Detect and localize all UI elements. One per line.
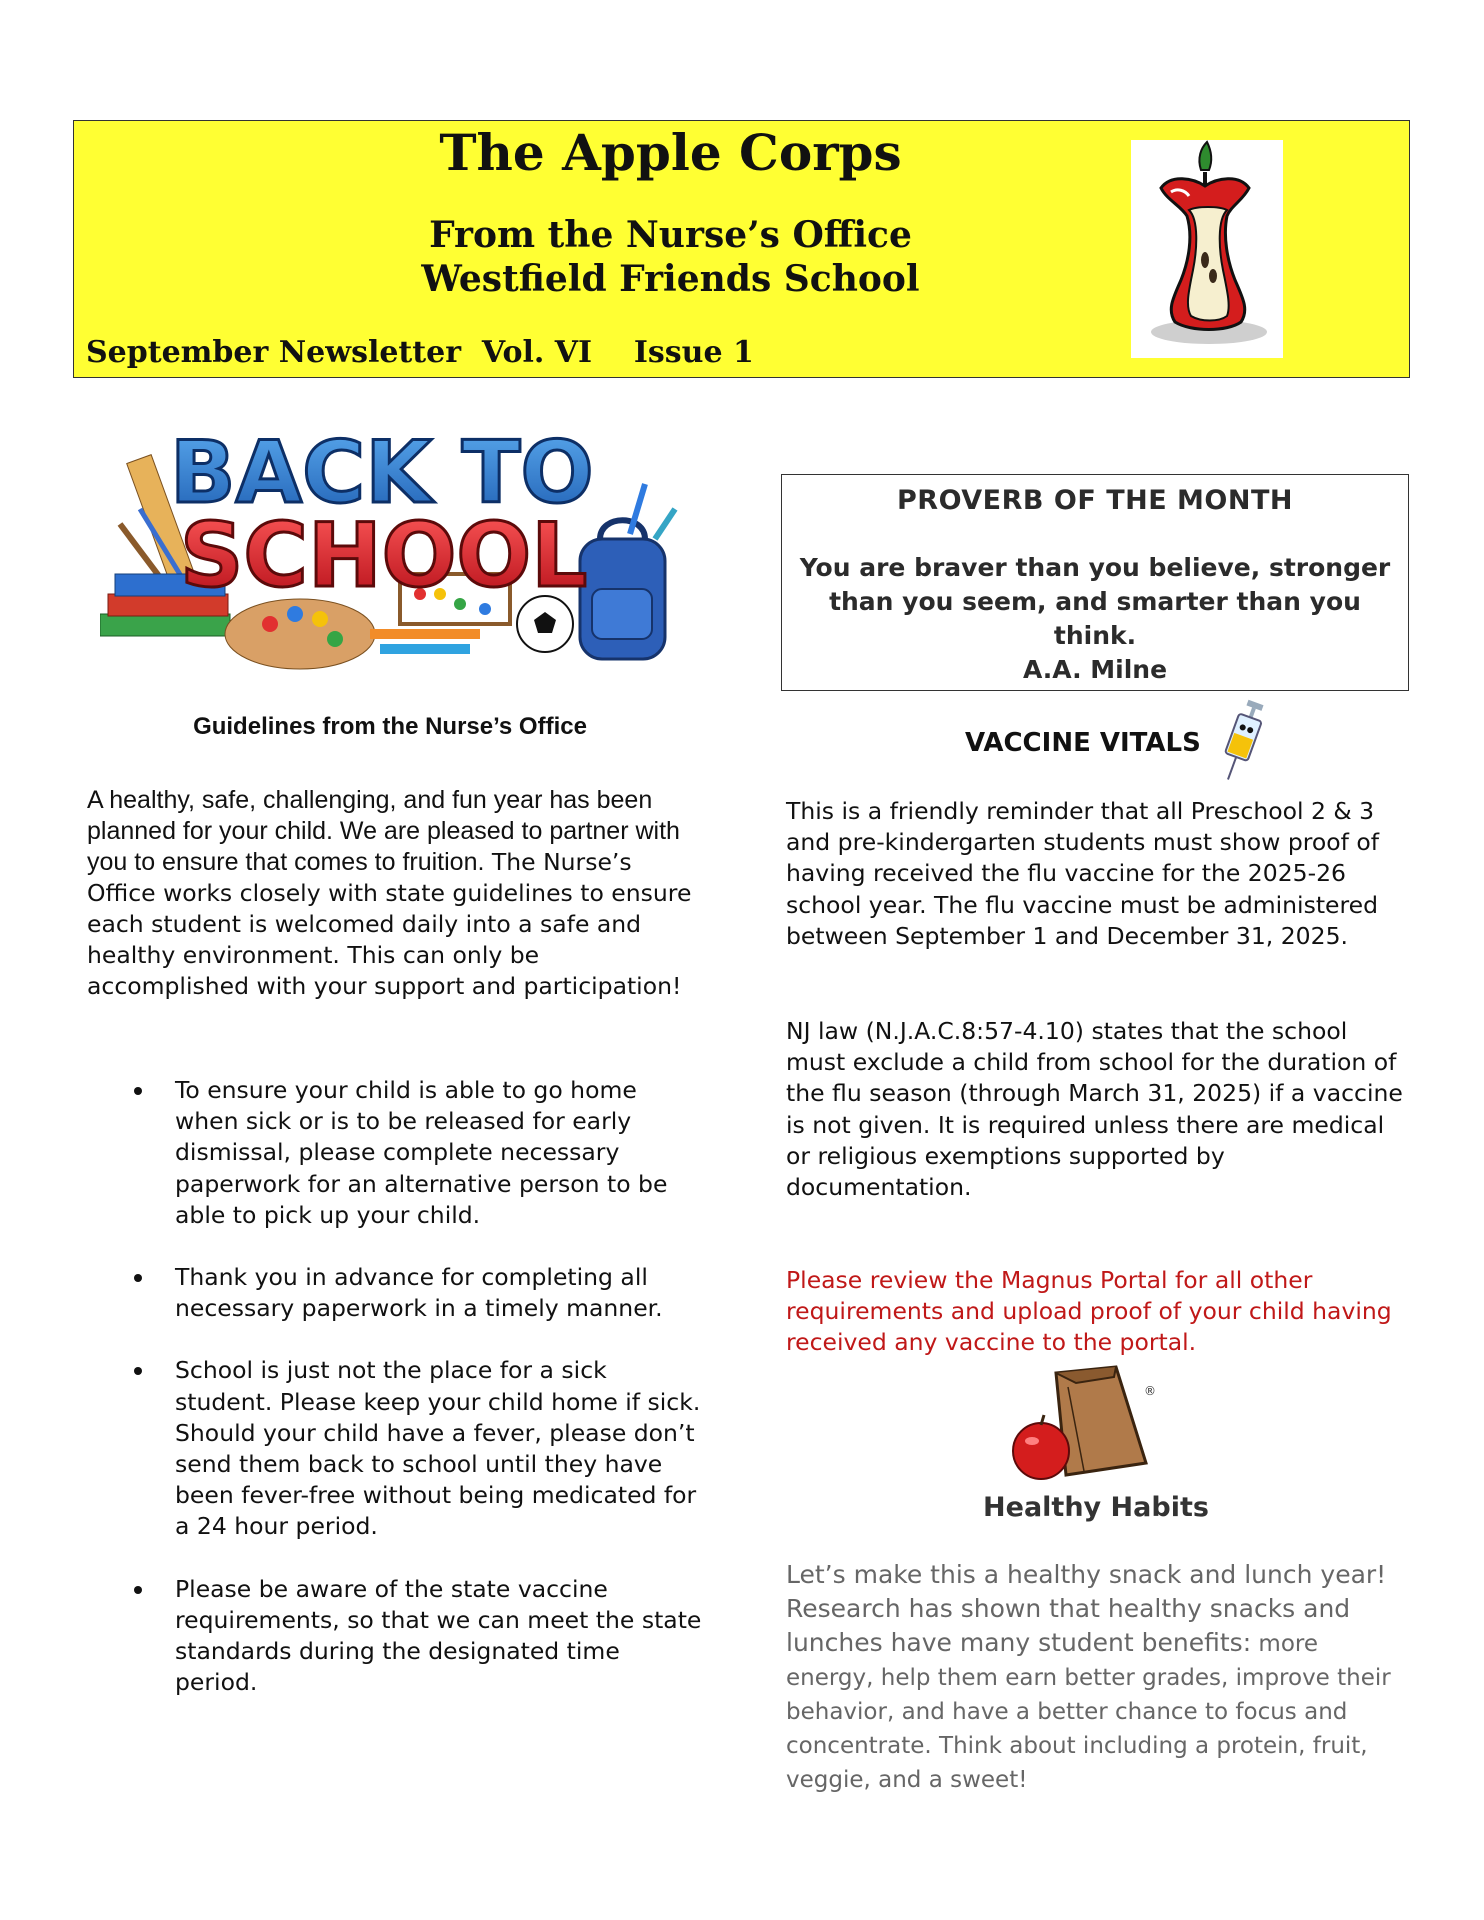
back-to-text: BACK TO <box>170 423 594 523</box>
header-subtitle-school: Westfield Friends School <box>421 258 920 300</box>
back-to-school-illustration <box>100 414 680 684</box>
list-item-text: Thank you in advance for completing all necessary paperwork in a timely manner. <box>175 1263 663 1323</box>
intro-lead: A healthy, safe, challenging, and fun year has been planned for your child. We are pleased to partner with you to ensure that comes to fruition. <box>87 786 680 876</box>
healthy-habits-paragraph <box>786 1558 1406 1796</box>
guidelines-intro <box>87 785 707 1002</box>
bullet-icon <box>134 1274 142 1282</box>
list-item-text: School is just not the place for a sick student. Please keep your child home if sick. Should your child have a fever, please don’t send them back to school until they have been fever-free without being medicated for a 24 hour period. <box>175 1356 701 1541</box>
list-item-text: To ensure your child is able to go home when sick or is to be released for early dismissal, please complete necessary paperwork for an alternative person to be able to pick up your child. <box>175 1076 668 1229</box>
proverb-author: A.A. Milne <box>1022 655 1168 684</box>
lunch-bag-icon <box>1006 1363 1166 1483</box>
habits-lead: Let’s make this a healthy snack and lunch year! Research has shown that healthy snacks and lunches have many student benefits: <box>786 1560 1387 1657</box>
list-item <box>87 1355 707 1542</box>
healthy-habits-heading: Healthy Habits <box>983 1492 1209 1523</box>
vaccine-vitals-heading: VACCINE VITALS <box>965 728 1201 758</box>
bullet-icon <box>134 1586 142 1594</box>
guidelines-list <box>87 1075 707 1729</box>
list-item-text: Please be aware of the state vaccine requirements, so that we can meet the state standards during the designated time period. <box>175 1574 702 1697</box>
guidelines-heading: Guidelines from the Nurse’s Office <box>193 713 587 740</box>
list-item <box>87 1262 707 1324</box>
nj-law-paragraph: NJ law (N.J.A.C.8:57-4.10) states that the school must exclude a child from school for the duration of the flu season (through March 31, 2025) if a vaccine is not given. It is required unless there are medical or religious exemptions supported by documentation. <box>786 1017 1403 1202</box>
magnus-portal-notice: Please review the Magnus Portal for all other requirements and upload proof of your child having received any vaccine to the portal. <box>786 1266 1392 1357</box>
proverb-quote <box>790 551 1400 687</box>
bullet-icon <box>134 1087 142 1095</box>
syringe-icon <box>1212 696 1272 786</box>
newsletter-title: The Apple Corps <box>439 123 902 182</box>
vaccine-reminder-paragraph: This is a friendly reminder that all Preschool 2 & 3 and pre-kindergarten students must show proof of having received the flu vaccine for the 2025-26 school year. The flu vaccine must be administered between September 1 and December 31, 2025. <box>786 797 1380 950</box>
bullet-icon <box>134 1367 142 1375</box>
svg-text:®: ® <box>1144 1384 1156 1398</box>
proverb-quote-text: You are braver than you believe, stronger than you seem, and smarter than you think. <box>799 553 1391 650</box>
proverb-heading: PROVERB OF THE MONTH <box>896 485 1293 516</box>
habits-rest: more energy, help them earn better grades, improve their behavior, and have a better chance to focus and concentrate. Think about including a protein, fruit, veggie, and a sweet! <box>786 1631 1391 1793</box>
apple-core-logo <box>1131 140 1283 358</box>
issue-line: September Newsletter Vol. VI Issue 1 <box>86 335 754 370</box>
school-text: SCHOOL <box>180 504 588 607</box>
list-item <box>87 1574 707 1699</box>
list-item <box>87 1075 707 1231</box>
proverb-box <box>781 474 1409 691</box>
header-subtitle-office: From the Nurse’s Office <box>429 214 912 256</box>
intro-rest: The Nurse’s Office works closely with state guidelines to ensure each student is welcomed daily into a safe and healthy environment. This can only be accomplished with your support and participation! <box>87 848 692 1000</box>
